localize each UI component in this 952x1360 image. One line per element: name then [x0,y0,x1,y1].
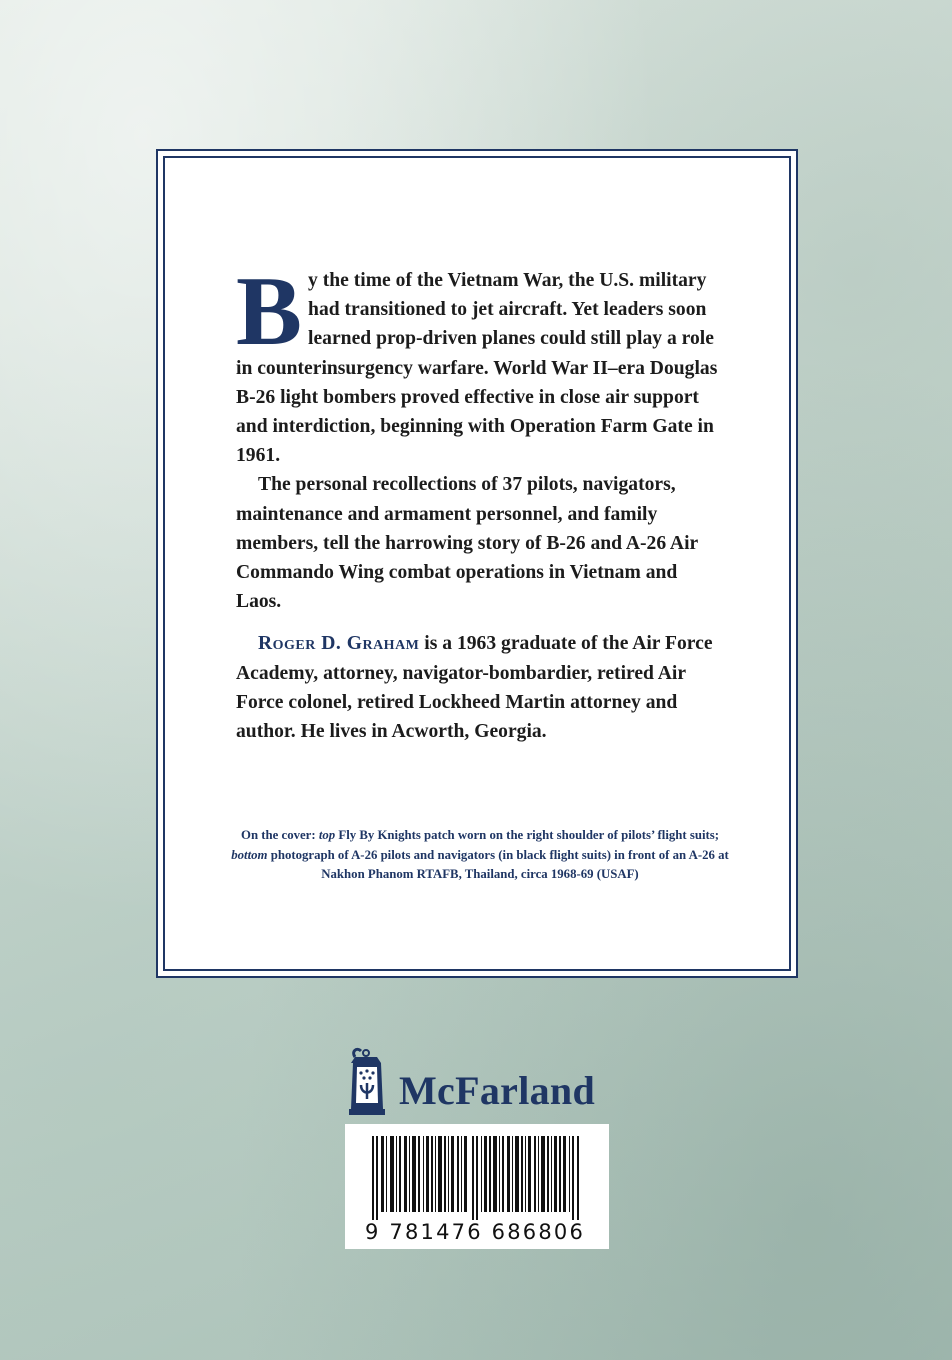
lantern-icon [347,1045,395,1123]
caption-lead: On the cover: [240,828,319,842]
cover-caption [225,826,735,885]
back-cover-text [236,257,726,746]
caption-top-text: Fly By Knights patch worn on the right shoulder of pilots’ flight suits; [335,828,720,842]
caption-bottom-label: bottom [231,847,268,862]
author-name: Roger D. Graham [258,633,420,655]
description-paragraph-2: The personal recollections of 37 pilots, navigators, maintenance and armament personnel, and family members, tell the harrowing story of B-26 and A-26 Air Commando Wing combat operations in Vietnam and Laos. [236,474,698,613]
isbn-number: 9 781476 686806 [365,1220,586,1244]
publisher-logo [347,1045,607,1123]
caption-top-label: top [318,828,336,842]
description-panel [163,156,791,971]
caption-bottom-text: photograph of A-26 pilots and navigators (in black flight suits) in front of an A-26 at Nakhon Phanom RTAFB, Thailand, circa 1968-69 (USAF) [267,847,729,881]
author-bio-text: is a 1963 graduate of the Air Force Academy, attorney, navigator-bombardier, retired Air Force colonel, retired Lockheed Martin attorney and author. He lives in Acworth, Georgia. [236,633,713,743]
barcode-bars [372,1136,584,1220]
barcode [345,1124,609,1249]
publisher-name: McFarland [399,1068,596,1113]
drop-cap: B [236,257,303,366]
description-paragraph-1 [236,257,726,470]
author-bio [236,629,726,746]
paragraph-1-text: y the time of the Vietnam War, the U.S. military had transitioned to jet aircraft. Yet leaders soon learned prop-driven planes could still play a role in counterinsurgency warfare. World War II–era Douglas B-26 light bombers proved effective in close air support and interdiction, beginning with Operation Farm Gate in 1961. [236,270,718,467]
